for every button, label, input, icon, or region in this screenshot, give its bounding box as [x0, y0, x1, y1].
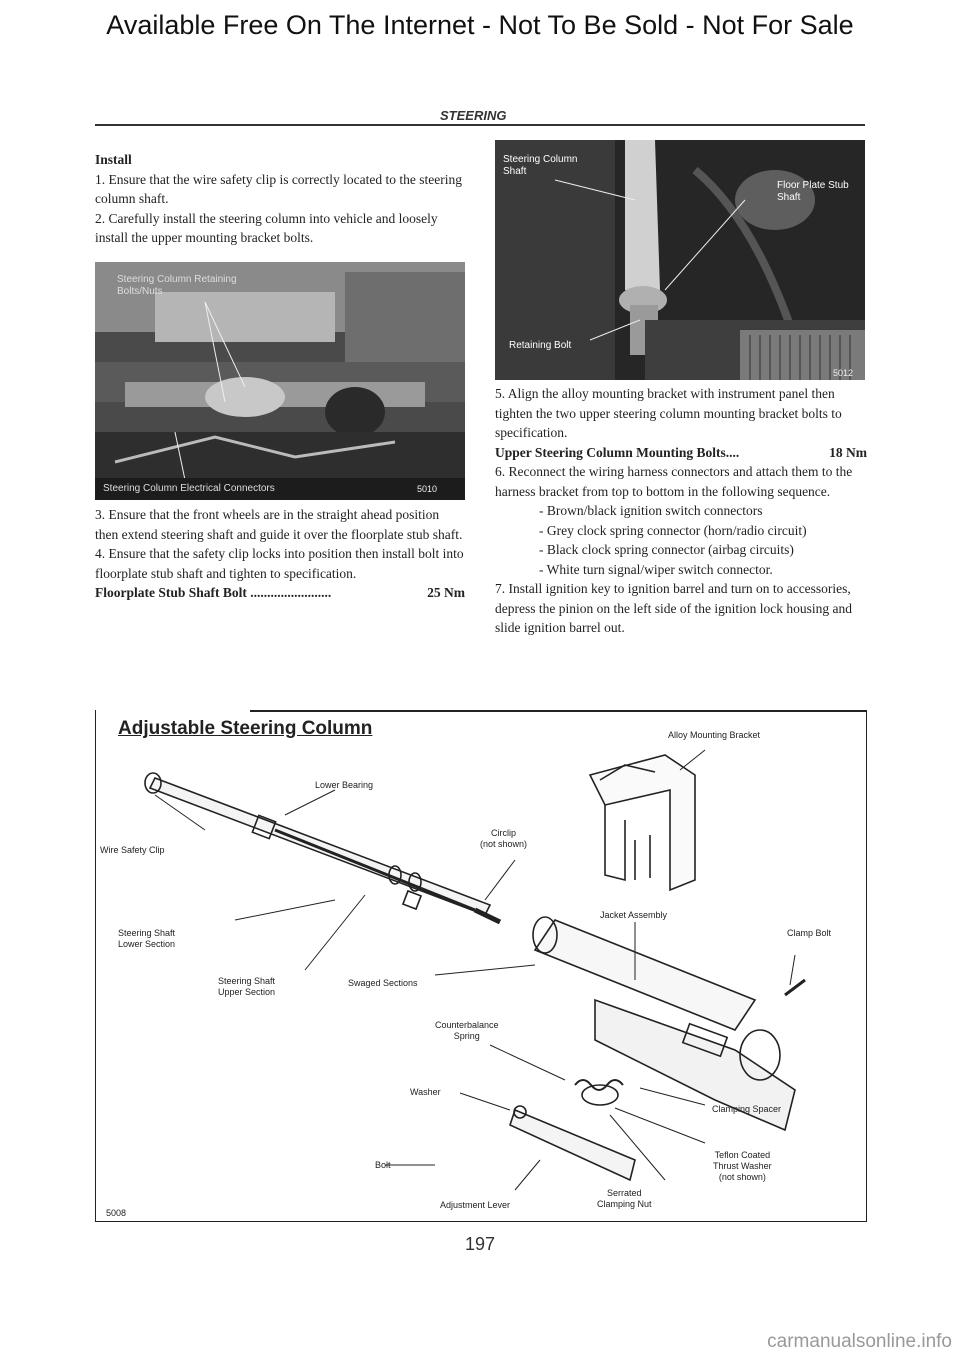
label-bolt: Bolt [375, 1160, 391, 1170]
step-1: 1. Ensure that the wire safety clip is correctly located to the steering column shaft. [95, 171, 462, 206]
label-alloy-bracket: Alloy Mounting Bracket [668, 730, 761, 740]
step-5: 5. Align the alloy mounting bracket with instrument panel then tighten the two upper steering column mounting bracket bolts to specification. [495, 386, 842, 440]
floorplate-spec [95, 583, 465, 603]
photo2-label-right: Floor Plate Stub Shaft [777, 180, 849, 203]
upper-bolts-spec-label: Upper Steering Column Mounting Bolts.... [495, 444, 740, 460]
label-jacket: Jacket Assembly [600, 910, 668, 920]
label-wire-clip: Wire Safety Clip [100, 845, 165, 855]
diagram-title: Adjustable Steering Column [118, 718, 373, 739]
photo-column-mounting [95, 262, 465, 500]
page-number: 197 [464, 1234, 496, 1254]
step-2: 2. Carefully install the steering column into vehicle and loosely install the upper mounting bracket bolts. [95, 210, 438, 245]
right-column [495, 384, 867, 638]
photo2-label-bottom: Retaining Bolt [509, 340, 572, 351]
exploded-diagram-drawing [95, 710, 867, 1222]
label-lower-bearing: Lower Bearing [315, 780, 374, 790]
footer-watermark: carmanualsonline.info [767, 1331, 952, 1352]
photo2-label-left: Steering Column Shaft [503, 154, 578, 177]
floorplate-spec-label: Floorplate Stub Shaft Bolt ........................ [95, 585, 332, 600]
label-clamp-bolt: Clamp Bolt [787, 928, 832, 938]
label-clamping-spacer: Clamping Spacer [712, 1104, 782, 1114]
photo2-code: 5012 [833, 368, 854, 378]
photo1-label-bottom: Steering Column Electrical Connectors [103, 483, 275, 494]
header-rule [95, 124, 865, 126]
floorplate-spec-value: 25 Nm [427, 585, 465, 600]
step-3: 3. Ensure that the front wheels are in the straight ahead position then extend steering shaft and guide it over the floorplate stub shaft. [95, 507, 463, 542]
label-shaft-lower: Steering Shaft Lower Section [118, 928, 176, 949]
upper-bolts-spec-value: 18 Nm [829, 444, 867, 460]
label-swaged: Swaged Sections [348, 978, 418, 988]
sequence-item: - Brown/black ignition switch connectors [539, 503, 763, 518]
photo1-code: 5010 [417, 484, 438, 494]
step-7: 7. Install ignition key to ignition barrel and turn on to accessories, depress the pinion on the left side of the ignition lock housing and slide ignition barrel out. [495, 581, 852, 635]
diagram-code: 5008 [106, 1208, 127, 1218]
step-4: 4. Ensure that the safety clip locks into position then install bolt into floorplate stub shaft and tighten to specification. [95, 546, 464, 581]
step-6: 6. Reconnect the wiring harness connectors and attach them to the harness bracket from top to bottom in the following sequence. [495, 464, 853, 499]
sequence-item: - White turn signal/wiper switch connector. [539, 561, 773, 577]
left-column-top [95, 150, 473, 248]
install-heading: Install [95, 152, 132, 167]
sequence-item: - Black clock spring connector (airbag circuits) [539, 542, 794, 557]
upper-bolts-spec [495, 443, 867, 463]
label-shaft-upper: Steering Shaft Upper Section [218, 976, 276, 997]
sequence-item: - Grey clock spring connector (horn/radio circuit) [539, 522, 807, 538]
label-teflon-washer: Teflon Coated Thrust Washer (not shown) [713, 1150, 772, 1182]
photo1-label-top: Steering Column Retaining Bolts/Nuts [117, 274, 237, 297]
label-circlip: Circlip (not shown) [480, 828, 528, 849]
running-head: STEERING [440, 108, 507, 123]
label-adjustment-lever: Adjustment Lever [440, 1200, 511, 1210]
label-counterbalance: Counterbalance Spring [435, 1020, 499, 1041]
left-column-bottom [95, 505, 465, 603]
label-serrated-nut: Serrated Clamping Nut [597, 1188, 652, 1209]
watermark-banner: Available Free On The Internet - Not To Be Sold - Not For Sale [106, 10, 854, 40]
photo-stub-shaft [495, 140, 865, 380]
label-washer: Washer [410, 1087, 441, 1097]
